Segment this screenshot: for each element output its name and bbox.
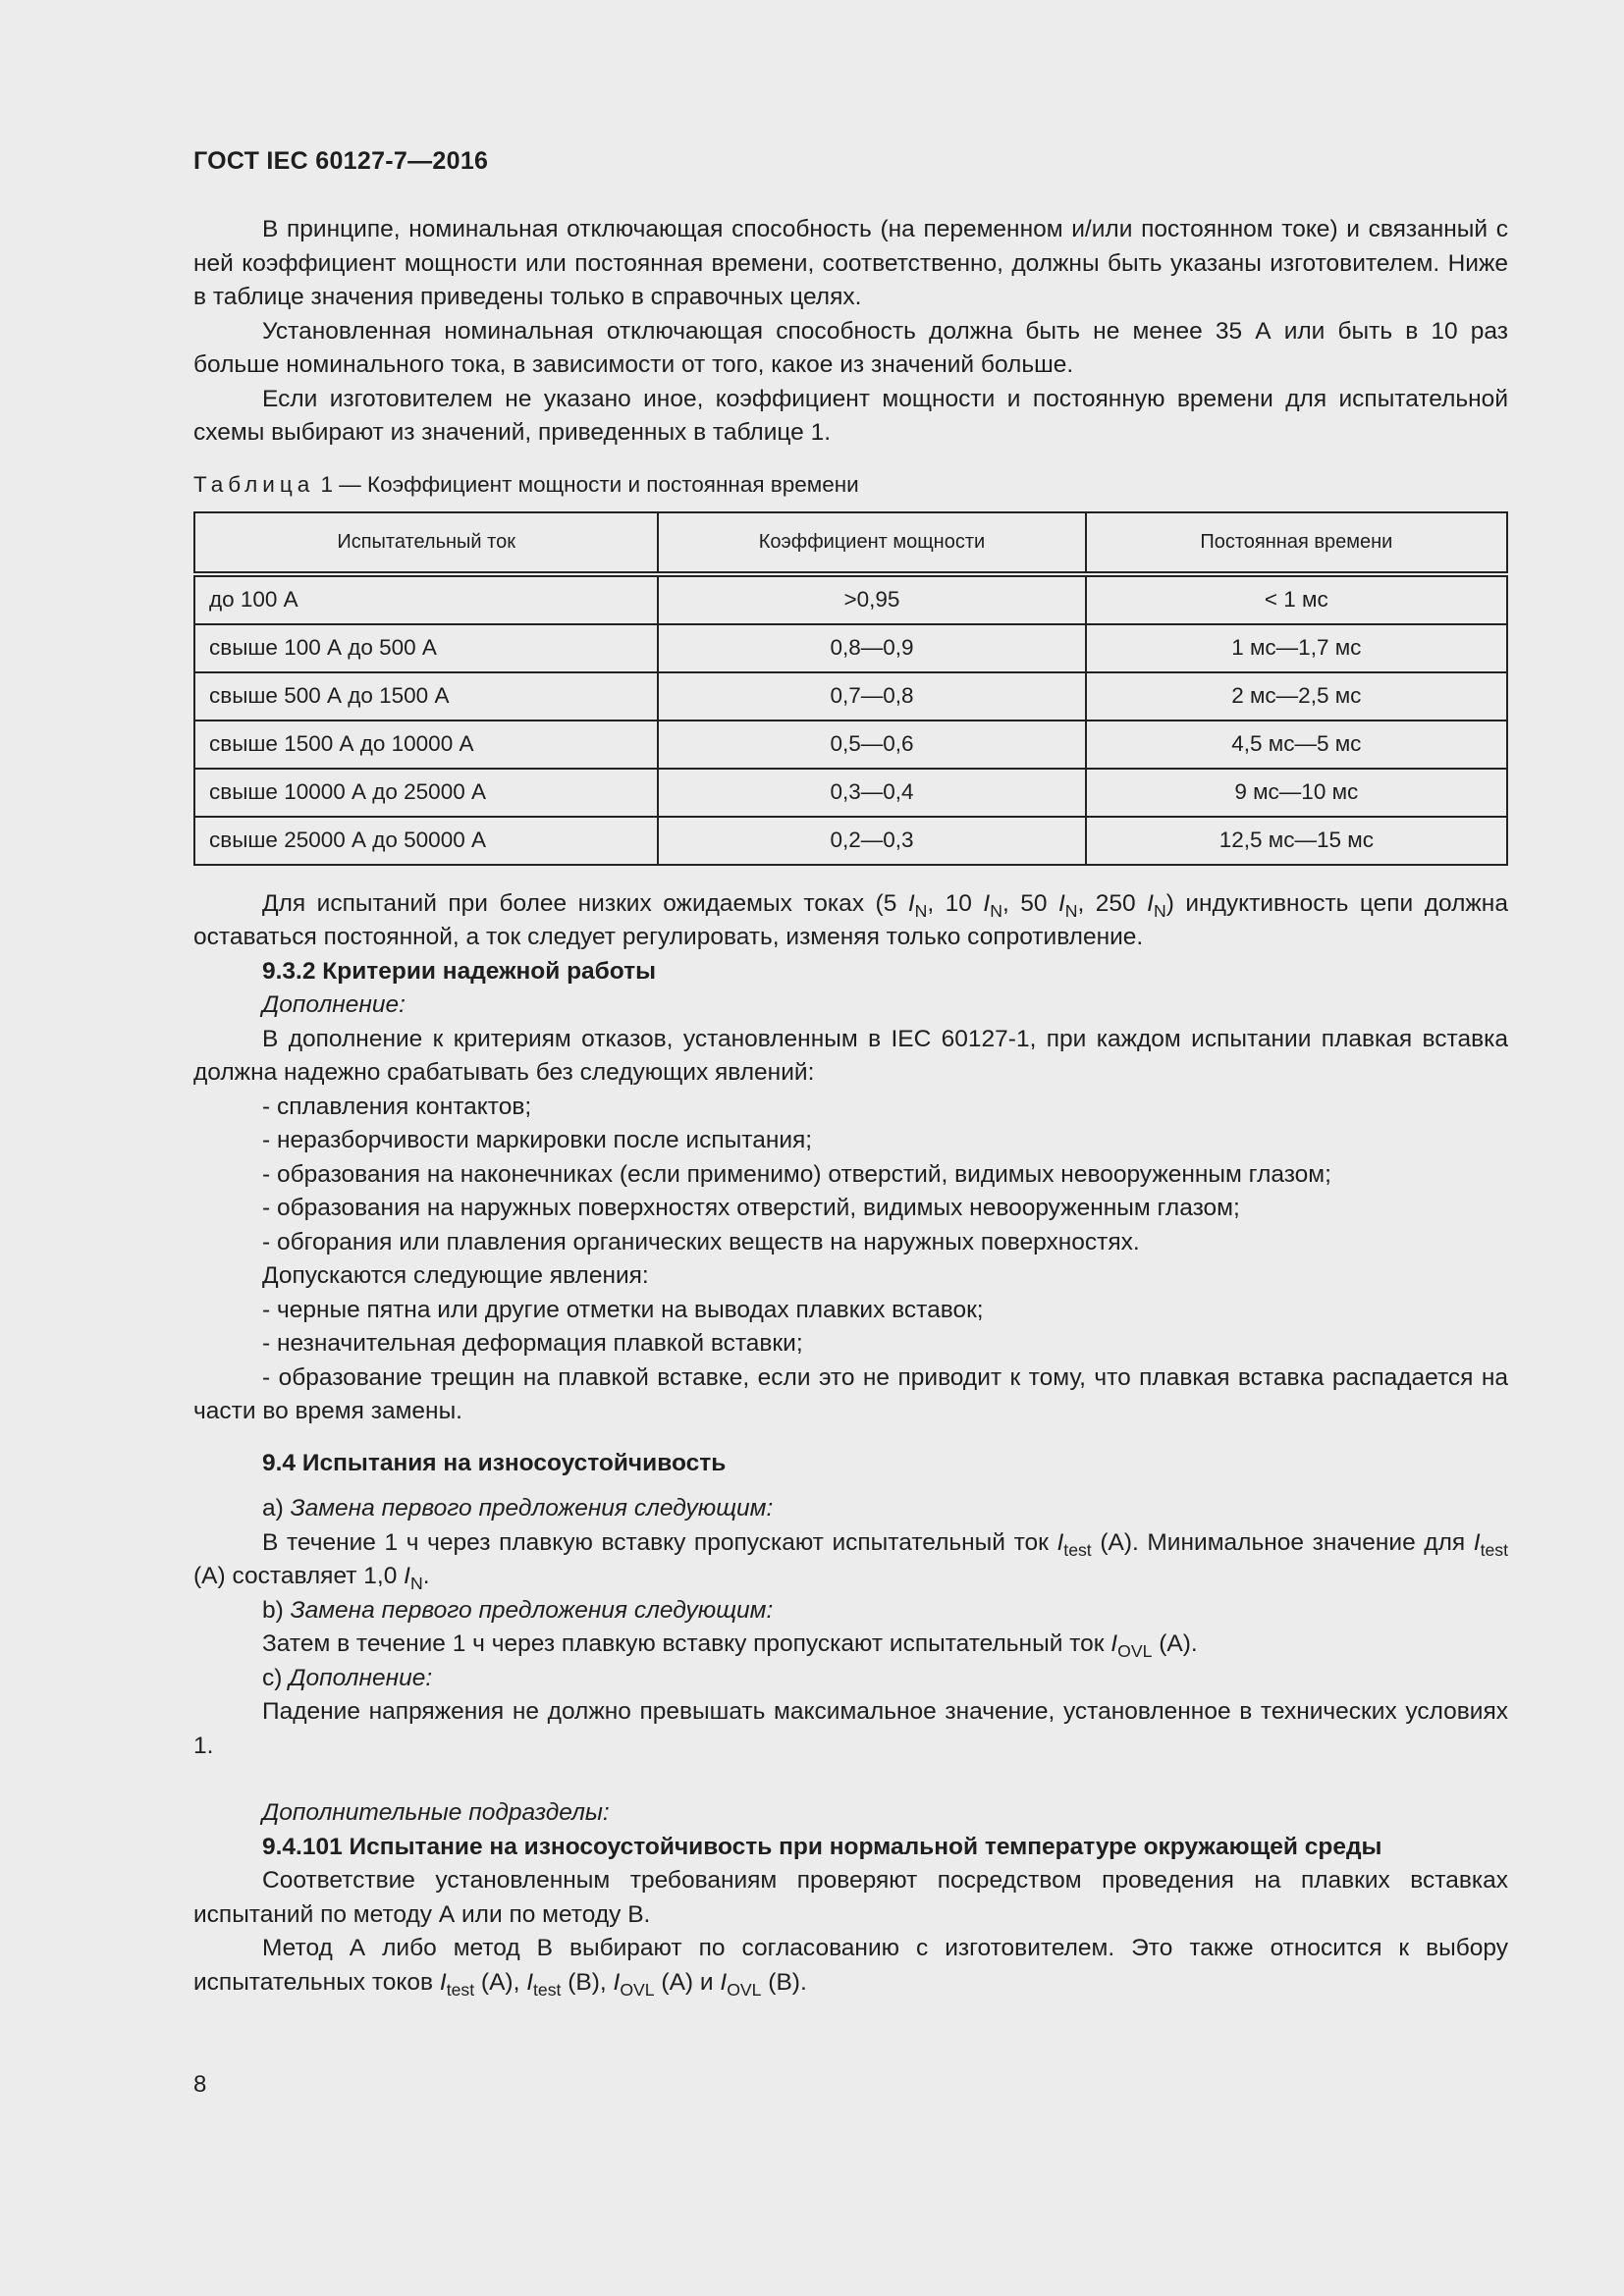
table-header-cell: Постоянная времени xyxy=(1086,512,1507,574)
list-item: - черные пятна или другие отметки на выводах плавких вставок; xyxy=(262,1296,984,1323)
intro-paragraph-3: Если изготовителем не указано иное, коэффициент мощности и постоянную времени для испытательной схемы выбирают из значений, приведенных в таблице 1. xyxy=(193,385,1508,446)
list-item: - образования на наконечниках (если применимо) отверстий, видимых невооруженным глазом; xyxy=(262,1160,1331,1188)
item-b-heading: b) Замена первого предложения следующим: xyxy=(262,1596,774,1624)
table-row xyxy=(194,624,1507,672)
list-item: - образования на наружных поверхностях отверстий, видимых невооруженным глазом; xyxy=(262,1195,1240,1221)
table-cell: 0,7—0,8 xyxy=(658,672,1085,721)
table-row xyxy=(194,672,1507,721)
table-cell: 12,5 мс—15 мс xyxy=(1086,817,1507,865)
intro-paragraph-2: Установленная номинальная отключающая способность должна быть не менее 35 А или быть в 10 раз больше номинального тока, в зависимости от того, какое из значений больше. xyxy=(193,317,1508,378)
table-cell: свыше 1500 А до 10000 А xyxy=(194,721,658,769)
extra-subsections-label: Дополнительные подразделы: xyxy=(262,1799,610,1826)
item-b-body: Затем в течение 1 ч через плавкую вставку пропускают испытательный ток $I_{OVL}$ (А). xyxy=(262,1630,1198,1662)
item-a-heading: а) Замена первого предложения следующим: xyxy=(262,1495,774,1522)
table-header-cell: Испытательный ток xyxy=(194,512,658,574)
table-cell: 0,3—0,4 xyxy=(658,769,1085,817)
item-c-heading: с) Дополнение: xyxy=(262,1664,433,1691)
table-cell: 0,2—0,3 xyxy=(658,817,1085,865)
table-row xyxy=(194,721,1507,769)
allowed-last-item: - образование трещин на плавкой вставке, если это не приводит к тому, что плавкая вставка распадается на части во время замены. xyxy=(193,1363,1508,1424)
allowed-heading: Допускаются следующие явления: xyxy=(262,1262,649,1289)
table-cell: до 100 А xyxy=(194,574,658,624)
data-table xyxy=(193,511,1508,866)
section-9-4-title: 9.4 Испытания на износоустойчивость xyxy=(262,1449,727,1476)
table-cell: свыше 10000 А до 25000 А xyxy=(194,769,658,817)
table-row xyxy=(194,817,1507,865)
table-row xyxy=(194,769,1507,817)
section-9-3-2-title: 9.3.2 Критерии надежной работы xyxy=(262,957,657,985)
list-item: - неразборчивости маркировки после испытания; xyxy=(262,1127,813,1153)
table-cell: 4,5 мс—5 мс xyxy=(1086,721,1507,769)
list-item: - обгорания или плавления органических веществ на наружных поверхностях. xyxy=(262,1228,1140,1255)
table-cell: >0,95 xyxy=(658,574,1085,624)
after-table-paragraph: Для испытаний при более низких ожидаемых токах (5 $I_N$, 10 $I_N$, 50 $I_N$, 250 $I_N$) индуктивность цепи должна оставаться постоянной, а ток следует регулировать, изменяя только сопротивление. xyxy=(193,889,1508,950)
document-header: ГОСТ IEC 60127-7—2016 xyxy=(193,147,489,175)
section-9-4-101-p2: Метод А либо метод В выбирают по согласованию с изготовителем. Это также относится к выбору испытательных токов $I_{test}$ (А), $I_{test}$ (В), $I_{OVL}$ (А) и $I_{OVL}$ (В). xyxy=(193,1935,1508,2000)
intro-paragraph-1: В принципе, номинальная отключающая способность (на переменном и/или постоянном токе) и связанный с ней коэффициент мощности или постоянная времени, соответственно, должны быть указаны изготовителем. Ниже в таблице значения приведены только в справочных целях. xyxy=(193,216,1508,310)
list-item: - незначительная деформация плавкой вставки; xyxy=(262,1330,803,1357)
table-row xyxy=(194,574,1507,624)
table-cell: свыше 500 А до 1500 А xyxy=(194,672,658,721)
document-page xyxy=(193,147,1508,2000)
section-9-3-2-addition: Дополнение: xyxy=(262,991,406,1018)
table-caption xyxy=(193,472,1508,498)
table-cell: < 1 мс xyxy=(1086,574,1507,624)
section-9-3-2-text: В дополнение к критериям отказов, установленным в IEC 60127-1, при каждом испытании плавкая вставка должна надежно срабатывать без следующих явлений: xyxy=(193,1025,1508,1086)
table-cell: 2 мс—2,5 мс xyxy=(1086,672,1507,721)
table-caption-text: 1 — Коэффициент мощности и постоянная времени xyxy=(320,471,859,497)
table-header-cell: Коэффициент мощности xyxy=(658,512,1085,574)
page-number: 8 xyxy=(193,2071,207,2098)
table-cell: 0,5—0,6 xyxy=(658,721,1085,769)
section-9-4-101-p1: Соответствие установленным требованиям проверяют посредством проведения на плавких вставках испытаний по методу А или по методу В. xyxy=(193,1867,1508,1928)
table-cell: свыше 100 А до 500 А xyxy=(194,624,658,672)
failure-list xyxy=(193,1091,1508,1260)
item-a-body: В течение 1 ч через плавкую вставку пропускают испытательный ток $I_{test}$ (А). Минимальное значение для $I_{test}$ (А) составляет 1,0 $I_N$. xyxy=(193,1528,1508,1594)
item-c-body: Падение напряжения не должно превышать максимальное значение, установленное в технических условиях 1. xyxy=(193,1698,1508,1759)
table-cell: 1 мс—1,7 мс xyxy=(1086,624,1507,672)
table-cell: 9 мс—10 мс xyxy=(1086,769,1507,817)
table-caption-word: Таблица xyxy=(193,471,315,497)
allowed-list xyxy=(193,1294,1508,1362)
table-cell: свыше 25000 А до 50000 А xyxy=(194,817,658,865)
list-item: - сплавления контактов; xyxy=(262,1093,532,1120)
section-9-4-101-title: 9.4.101 Испытание на износоустойчивость при нормальной температуре окружающей среды xyxy=(262,1833,1382,1860)
table-cell: 0,8—0,9 xyxy=(658,624,1085,672)
table-header-row xyxy=(194,512,1507,574)
